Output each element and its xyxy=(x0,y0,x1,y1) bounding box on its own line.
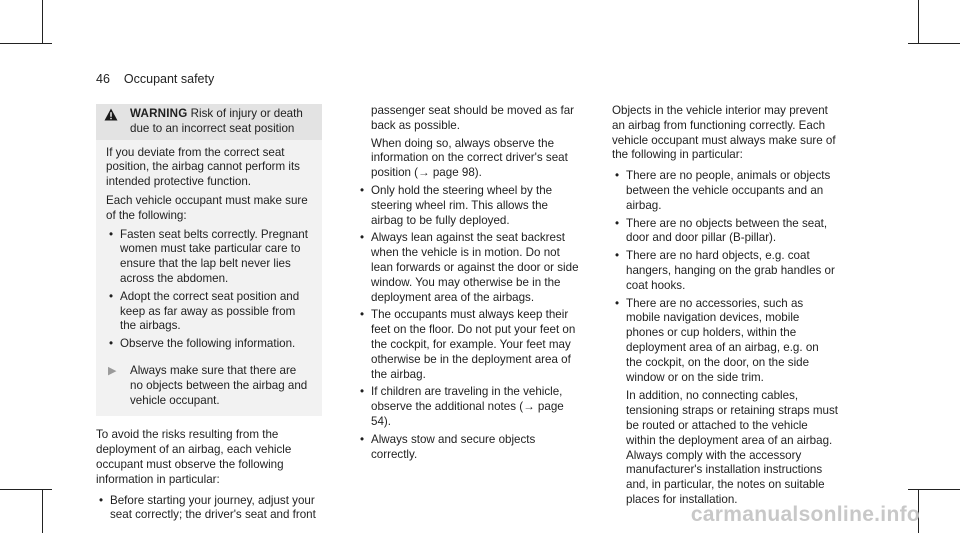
warning-intro: If you deviate from the correct seat position, the airbag cannot perform its intended protective function. xyxy=(106,145,300,189)
warning-triangle-icon xyxy=(104,107,130,137)
watermark: carmanualsonline.info xyxy=(690,503,920,526)
list-item: • If children are traveling in the vehicle, observe the additional notes (→ page 54). xyxy=(357,385,583,429)
column-3 xyxy=(612,104,838,514)
list-item: • Before starting your journey, adjust your seat correctly; the driver's seat and front xyxy=(96,494,322,524)
warning-instruction: Each vehicle occupant must make sure of the following: xyxy=(106,193,308,222)
crop-mark xyxy=(42,0,43,44)
list-item: • Observe the following information. xyxy=(106,337,312,352)
warning-list xyxy=(106,228,312,352)
objects-paragraph: Objects in the vehicle interior may prevent an airbag from functioning correctly. Each vehicle occupant must always make sure of the following in particular: xyxy=(612,104,836,162)
list-item: • There are no objects between the seat, door and door pillar (B-pillar). xyxy=(612,217,838,247)
intro-paragraph: To avoid the risks resulting from the deployment of an airbag, each vehicle occupant must observe the following information in particular: xyxy=(96,428,292,486)
crop-mark xyxy=(42,489,43,533)
list-item: • Adopt the correct seat position and keep as far away as possible from the airbags. xyxy=(106,290,312,334)
column-2 xyxy=(357,104,583,466)
list-item: • There are no accessories, such as mobile navigation devices, mobile phones or cup holders, within the deployment area of an airbag, e.g. on the cockpit, on the door, on the side window or on the side trim. xyxy=(612,297,838,386)
list-item: • Only hold the steering wheel by the steering wheel rim. This allows the airbag to be fully deployed. xyxy=(357,184,583,228)
list-item: • Always stow and secure objects correctly. xyxy=(357,433,583,463)
note-arrow-icon: ▶ xyxy=(108,364,117,377)
warning-box xyxy=(96,104,322,416)
page-number: 46 xyxy=(96,72,110,86)
note-text: Always make sure that there are no objects between the airbag and vehicle occupant. xyxy=(130,363,308,407)
list-item: • Always lean against the seat backrest when the vehicle is in motion. Do not lean forwards or against the door or side window. You may otherwise be in the deployment area of the airbags. xyxy=(357,231,583,305)
crop-mark xyxy=(918,0,919,44)
list-item: • Fasten seat belts correctly. Pregnant women must take particular care to ensure that the lap belt never lies across the abdomen. xyxy=(106,228,312,287)
warning-header xyxy=(96,104,322,140)
warning-title: Risk of injury or death due to an incorrect seat position xyxy=(130,107,303,135)
crop-mark xyxy=(0,489,52,490)
additional-paragraph: In addition, no connecting cables, tensioning straps or retaining straps must be routed or attached to the vehicle within the deployment area of an airbag. Always comply with the accessory manufacturer's installation instructions and, in particular, the notes on suitable places for installation. xyxy=(626,389,839,506)
objects-list xyxy=(612,169,838,385)
seat-position-note: When doing so, always observe the information on the correct driver's seat position (→ page 98). xyxy=(371,136,568,180)
list-item: • There are no hard objects, e.g. coat hangers, hanging on the grab handles or coat hooks. xyxy=(612,249,838,293)
continued-text: passenger seat should be moved as far back as possible. xyxy=(371,104,575,132)
list-item: • The occupants must always keep their feet on the floor. Do not put your feet on the cockpit, for example. Your feet may otherwise be in the deployment area of the airbag. xyxy=(357,308,583,382)
crop-mark xyxy=(908,43,960,44)
warning-note xyxy=(96,356,322,408)
warning-label: WARNING xyxy=(130,107,188,120)
crop-mark xyxy=(908,489,960,490)
list-item: • There are no people, animals or objects between the vehicle occupants and an airbag. xyxy=(612,169,838,213)
page-header xyxy=(96,72,214,86)
section-title: Occupant safety xyxy=(123,72,215,86)
column-1 xyxy=(96,104,322,527)
safety-list xyxy=(357,184,583,462)
crop-mark xyxy=(0,43,52,44)
